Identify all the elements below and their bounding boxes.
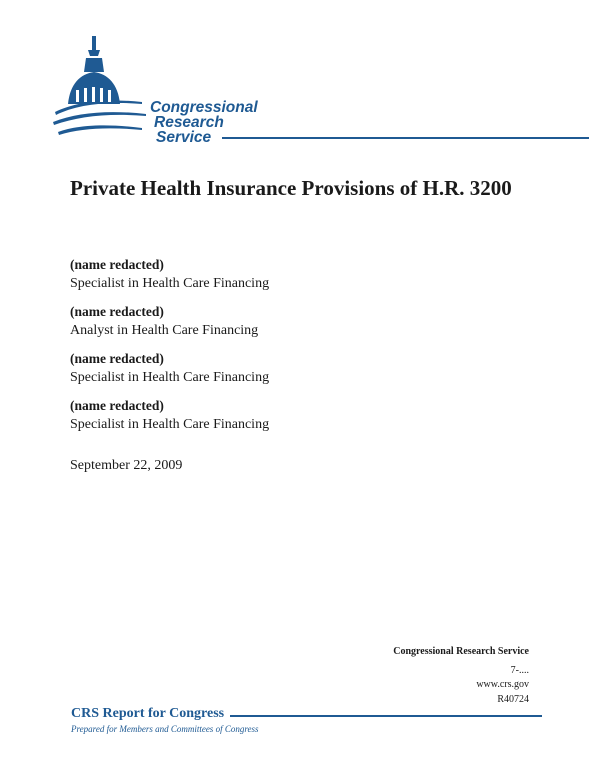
- logo-line-2: Research: [154, 114, 224, 131]
- footer-subtitle: Prepared for Members and Committees of Congress: [71, 724, 259, 734]
- crs-contact-block: [393, 645, 529, 707]
- report-number: R40724: [497, 693, 529, 705]
- author-entry: [70, 397, 530, 434]
- crs-website-link[interactable]: www.crs.gov: [476, 679, 529, 690]
- crs-phone: 7-....: [510, 664, 529, 676]
- author-name: (name redacted): [70, 304, 164, 319]
- author-name: (name redacted): [70, 351, 164, 366]
- author-entry: [70, 256, 530, 293]
- author-role: Specialist in Health Care Financing: [70, 370, 270, 385]
- report-date: September 22, 2009: [70, 458, 183, 473]
- crs-org-name: Congressional Research Service: [393, 646, 529, 657]
- author-role: Specialist in Health Care Financing: [70, 417, 270, 432]
- author-name: (name redacted): [70, 398, 164, 413]
- footer-title: CRS Report for Congress: [71, 706, 225, 721]
- report-title: Private Health Insurance Provisions of H.R. 3200: [70, 176, 512, 200]
- author-entry: [70, 350, 530, 387]
- author-name: (name redacted): [70, 257, 164, 272]
- footer-divider: [230, 715, 542, 717]
- author-entry: [70, 303, 530, 340]
- author-list: [70, 256, 530, 444]
- author-role: Analyst in Health Care Financing: [70, 323, 259, 338]
- logo-divider: [222, 137, 589, 139]
- logo-line-3: Service: [156, 129, 212, 146]
- logo-line-1: Congressional: [150, 99, 258, 116]
- capitol-dome-icon: [50, 32, 150, 150]
- author-role: Specialist in Health Care Financing: [70, 276, 270, 291]
- crs-logo: [50, 32, 550, 150]
